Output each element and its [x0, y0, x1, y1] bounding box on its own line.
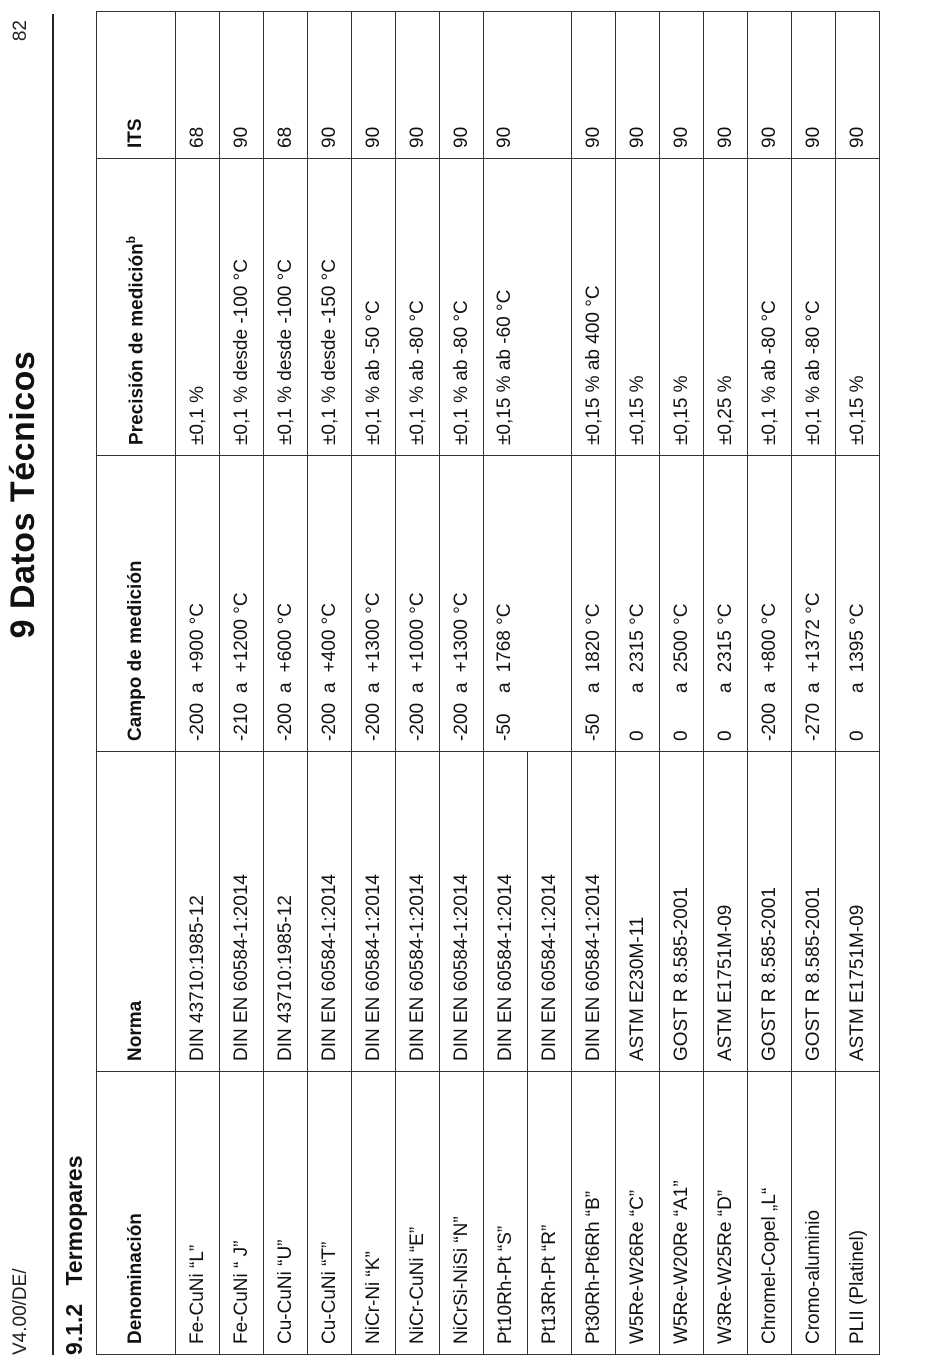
its-cell: 90: [352, 12, 396, 159]
range-from: 0: [846, 730, 868, 741]
range-from: -50: [494, 713, 515, 741]
denominacion-cell: NiCr-Ni “K”: [352, 1072, 396, 1355]
page-title: 9 Datos Técnicos: [4, 350, 42, 639]
norma-cell: DIN EN 60584-1:2014: [396, 752, 440, 1072]
range-from: -200: [274, 702, 296, 741]
its-cell: 90: [748, 12, 792, 159]
range-sep: a: [582, 682, 604, 693]
table-row: [484, 12, 528, 1355]
precision-cell: ±0,15 %: [836, 159, 880, 456]
denominacion-cell: Cromo-aluminio: [792, 1072, 836, 1355]
precision-cell: ±0,1 % ab -80 °C: [748, 159, 792, 456]
range-to: +1372 °C: [802, 592, 824, 673]
norma-cell: GOST R 8.585-2001: [660, 752, 704, 1072]
denominacion-cell: Chromel-Copel „L“: [748, 1072, 792, 1355]
its-cell: 90: [308, 12, 352, 159]
norma-cell: ASTM E1751M-09: [836, 752, 880, 1072]
page-number: 82: [10, 20, 31, 42]
table-row: [440, 12, 484, 1355]
denominacion-cell: Cu-CuNi “U”: [264, 1072, 308, 1355]
norma-cell: GOST R 8.585-2001: [792, 752, 836, 1072]
norma-cell: ASTM E1751M-09: [704, 752, 748, 1072]
precision-cell: ±0,1 % desde -100 °C: [220, 159, 264, 456]
norma-cell: DIN EN 60584-1:2014: [484, 752, 528, 1072]
range-cell: [572, 456, 616, 752]
range-sep: a: [670, 682, 692, 693]
range-cell: [836, 456, 880, 752]
header-denominacion: Denominación: [97, 1072, 176, 1355]
denominacion-cell: Fe-CuNi “ J”: [220, 1072, 264, 1355]
range-sep: a: [494, 682, 515, 693]
range-to: 1768 °C: [494, 603, 515, 673]
table-row: [660, 12, 704, 1355]
range-cell: [616, 456, 660, 752]
range-from: 0: [670, 730, 692, 741]
denominacion-cell: Fe-CuNi “L”: [176, 1072, 220, 1355]
precision-cell: ±0,15 %: [660, 159, 704, 456]
denominacion-cell: Pt30Rh-Pt6Rh “B”: [572, 1072, 616, 1355]
denominacion-cell: W5Re-W26Re “C”: [616, 1072, 660, 1355]
range-from: -200: [318, 702, 340, 741]
range-to: 2315 °C: [626, 603, 648, 673]
precision-cell: ±0,1 % desde -150 °C: [308, 159, 352, 456]
its-cell: 90: [836, 12, 880, 159]
table-row: [352, 12, 396, 1355]
range-sep: a: [186, 682, 208, 693]
range-cell: [352, 456, 396, 752]
precision-cell: ±0,1 % desde -100 °C: [264, 159, 308, 456]
range-to: +1200 °C: [230, 592, 252, 673]
precision-cell: ±0,1 % ab -80 °C: [792, 159, 836, 456]
header-precision-footnote: b: [123, 235, 138, 244]
version-label: V4.00/DE/: [10, 1268, 31, 1355]
precision-cell: ±0,1 % ab -80 °C: [396, 159, 440, 456]
range-from: -200: [450, 702, 472, 741]
table-row: [220, 12, 264, 1355]
range-cell: [704, 456, 748, 752]
range-sep: a: [318, 682, 340, 693]
range-from: -200: [186, 702, 208, 741]
norma-cell: DIN EN 60584-1:2014: [572, 752, 616, 1072]
range-to: +900 °C: [186, 602, 208, 673]
header-precision-text: Precisión de medición: [126, 243, 148, 445]
range-from: -270: [802, 702, 824, 741]
range-from: -200: [758, 702, 780, 741]
its-cell: 90: [220, 12, 264, 159]
range-sep: a: [758, 682, 780, 693]
range-from: 0: [626, 730, 648, 741]
its-cell: 90: [704, 12, 748, 159]
denominacion-cell: W5Re-W20Re “A1”: [660, 1072, 704, 1355]
table-body: [176, 12, 880, 1355]
table-row: [572, 12, 616, 1355]
header-its: ITS: [97, 12, 176, 159]
denominacion-cell: Cu-CuNi “T”: [308, 1072, 352, 1355]
table-row: [308, 12, 352, 1355]
range-cell: [660, 456, 704, 752]
norma-cell: DIN EN 60584-1:2014: [308, 752, 352, 1072]
header-norma: Norma: [97, 752, 176, 1072]
page-title-wrap: [4, 0, 43, 1369]
norma-cell: ASTM E230M-11: [616, 752, 660, 1072]
range-from: -210: [230, 702, 252, 741]
header-campo: Campo de medición: [97, 456, 176, 752]
range-to: 1395 °C: [846, 603, 868, 673]
its-cell: 68: [264, 12, 308, 159]
its-cell: 90: [660, 12, 704, 159]
range-to: 2315 °C: [714, 603, 736, 673]
table-row: [836, 12, 880, 1355]
its-cell: 68: [176, 12, 220, 159]
range-sep: a: [406, 682, 428, 693]
range-to: 1820 °C: [582, 603, 604, 673]
its-cell: 90: [484, 12, 572, 159]
table-row: [792, 12, 836, 1355]
range-sep: a: [362, 682, 384, 693]
range-cell: [440, 456, 484, 752]
section-heading: [61, 1155, 88, 1355]
range-cell: [220, 456, 264, 752]
its-cell: 90: [440, 12, 484, 159]
range-to: +600 °C: [274, 602, 296, 673]
its-cell: 90: [572, 12, 616, 159]
norma-cell: GOST R 8.585-2001: [748, 752, 792, 1072]
range-sep: a: [626, 682, 648, 693]
range-sep: a: [714, 682, 736, 693]
range-cell: [396, 456, 440, 752]
range-from: -50: [582, 713, 604, 741]
denominacion-cell: Pt10Rh-Pt “S”: [484, 1072, 528, 1355]
range-cell: [176, 456, 220, 752]
precision-cell: ±0,1 % ab -80 °C: [440, 159, 484, 456]
precision-cell: ±0,15 % ab 400 °C: [572, 159, 616, 456]
norma-cell: DIN 43710:1985-12: [176, 752, 220, 1072]
range-cell: [308, 456, 352, 752]
table-row: [704, 12, 748, 1355]
range-sep: a: [802, 682, 824, 693]
denominacion-cell: PLII (Platinel): [836, 1072, 880, 1355]
norma-cell: DIN EN 60584-1:2014: [352, 752, 396, 1072]
range-from: 0: [714, 730, 736, 741]
norma-cell: DIN 43710:1985-12: [264, 752, 308, 1072]
denominacion-cell: W3Re-W25Re “D”: [704, 1072, 748, 1355]
precision-cell: ±0,1 % ab -50 °C: [352, 159, 396, 456]
header-precision: [97, 159, 176, 456]
range-sep: a: [274, 682, 296, 693]
precision-cell: ±0,25 %: [704, 159, 748, 456]
range-to: +400 °C: [318, 602, 340, 673]
range-to: 2500 °C: [670, 603, 692, 673]
range-sep: a: [846, 682, 868, 693]
range-from: -200: [362, 702, 384, 741]
range-from: -200: [406, 702, 428, 741]
denominacion-cell: Pt13Rh-Pt “R”: [528, 1072, 572, 1355]
range-to: +1000 °C: [406, 592, 428, 673]
thermocouple-table: [96, 11, 880, 1355]
range-cell: [748, 456, 792, 752]
table-row: [176, 12, 220, 1355]
norma-cell: DIN EN 60584-1:2014: [220, 752, 264, 1072]
range-cell: [484, 456, 572, 752]
precision-cell: ±0,15 % ab -60 °C: [484, 159, 572, 456]
range-to: +1300 °C: [450, 592, 472, 673]
norma-cell: DIN EN 60584-1:2014: [440, 752, 484, 1072]
its-cell: 90: [396, 12, 440, 159]
its-cell: 90: [792, 12, 836, 159]
range-sep: a: [450, 682, 472, 693]
precision-cell: ±0,15 %: [616, 159, 660, 456]
range-cell: [264, 456, 308, 752]
denominacion-cell: NiCr-CuNi “E”: [396, 1072, 440, 1355]
table-row: [264, 12, 308, 1355]
table-row: [748, 12, 792, 1355]
range-to: +1300 °C: [362, 592, 384, 673]
denominacion-cell: NiCrSi-NiSi “N”: [440, 1072, 484, 1355]
precision-cell: ±0,1 %: [176, 159, 220, 456]
table-row: [616, 12, 660, 1355]
section-title: Termopares: [61, 1155, 87, 1286]
table-header-row: [97, 12, 176, 1355]
header-rule: [52, 14, 54, 1355]
norma-cell: DIN EN 60584-1:2014: [528, 752, 572, 1072]
its-cell: 90: [616, 12, 660, 159]
section-number: 9.1.2: [61, 1303, 87, 1355]
range-cell: [792, 456, 836, 752]
range-to: +800 °C: [758, 602, 780, 673]
table-row: [396, 12, 440, 1355]
range-sep: a: [230, 682, 252, 693]
